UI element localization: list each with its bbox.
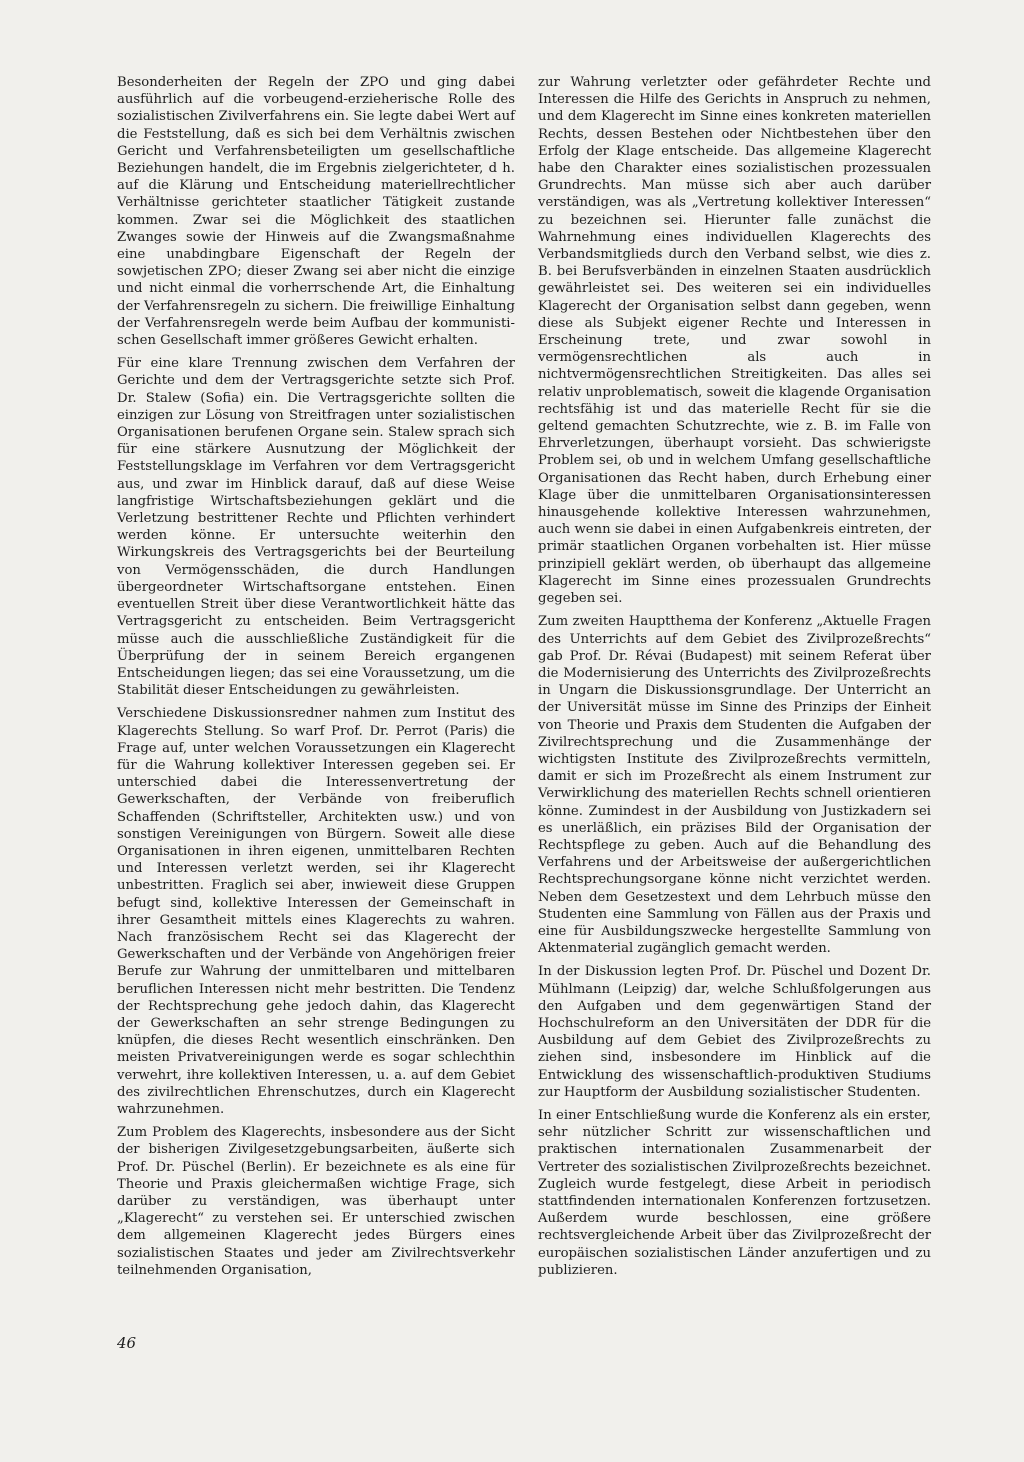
paragraph: Zum zweiten Hauptthema der Konferenz „Aktuelle Fragen des Unterrichts auf dem Gebiet des Zivilprozeßrechts“ gab Prof. Dr. Révai (Budapest) mit seinem Referat über die Modernisierung des Unterrichts des Zivilprozeßrechts in Ungarn die Diskussionsgrundlage. Der Unterricht an der Universität müsse im Sinne des Prinzips der Einheit von Theorie und Praxis dem Studenten die Aufgaben der Zivilrechtsprechung und die Zusammenhänge der wichtigsten Institute des Zivilprozeßrechts vermitteln, damit er sich im Prozeßrecht als einem Instrument zur Verwirklichung des materiellen Rechts schnell orientieren könne. Zumindest in der Ausbildung von Justizkadern sei es unerläßlich, ein präzises Bild der Organisation der Rechtspflege zu geben. Auch auf die Behandlung des Verfahrens und der Arbeitsweise der außergerichtlichen Rechtsprechungsorgane könne nicht verzichtet werden. Neben dem Gesetzestext und dem Lehrbuch müsse den Studenten eine Sammlung von Fällen aus der Praxis und eine für Ausbildungszwecke hergestellte Sammlung von Aktenmaterial zugänglich gemacht werden. (538, 614, 931, 957)
paragraph: Zum Problem des Klagerechts, insbesondere aus der Sicht der bisherigen Zivilgesetzgebungsarbeiten, äußerte sich Prof. Dr. Püschel (Berlin). Er bezeichnete es als eine für Theorie und Praxis gleichermaßen wichtige Frage, sich darüber zu verständigen, was überhaupt unter „Klagerecht“ zu verstehen sei. Er unterschied zwischen dem allgemeinen Klagerecht jedes Bürgers eines sozialistischen Staates und jeder am Zivilrechtsverkehr teilnehmenden Organisation, (117, 1125, 515, 1278)
page-number: 46 (117, 1334, 137, 1352)
paragraph: In einer Entschließung wurde die Konferenz als ein erster, sehr nützlicher Schritt zur wissenschaftlichen und praktischen internationalen Zusammenarbeit der Vertreter des sozialistischen Zivilprozeßrechts bezeichnet. Zugleich wurde festgelegt, diese Arbeit in periodisch stattfindenden internationalen Konferenzen fortzusetzen. Außerdem wurde beschlossen, eine größere rechtsvergleichende Arbeit über das Zivilprozeßrecht der europäischen sozialistischen Länder anzufertigen und zu publizieren. (538, 1107, 931, 1278)
right-column (538, 74, 931, 1285)
paragraph: zur Wahrung verletzter oder gefährdeter Rechte und Interessen die Hilfe des Gerichts in Anspruch zu nehmen, und dem Klagerecht im Sinne eines konkreten materiellen Rechts, dessen Bestehen oder Nichtbestehen über den Erfolg der Klage entscheide. Das allgemeine Klagerecht habe den Charakter eines sozialistischen prozessualen Grundrechts. Man müsse sich aber auch darüber verständigen, was als „Vertretung kollektiver Interessen“ zu bezeichnen sei. Hierunter falle zunächst die Wahrnehmung eines individuellen Klagerechts des Verbandsmitglieds durch den Verband selbst, wie dies z. B. bei Berufsverbänden in einzelnen Staaten ausdrücklich gewährleistet sei. Des weiteren sei ein individuelles Klagerecht der Organisation selbst dann gegeben, wenn diese als Subjekt eigener Rechte und Interessen in Erscheinung trete, und zwar sowohl in vermögensrechtlichen als auch in nichtvermögensrechtlichen Streitigkeiten. Das alles sei relativ unproblematisch, soweit die klagende Organisation rechtsfähig ist und das materielle Recht für sie die geltend gemachten Schutzrechte, wie z. B. im Falle von Ehrverletzungen, überhaupt vorsieht. Das schwierigste Problem sei, ob und in welchem Umfang gesellschaftliche Organisationen das Recht haben, durch Erhebung einer Klage über die unmittelbaren Organisationsinteressen hinausgehende kollektive Interessen wahrzunehmen, auch wenn sie dabei in einen Aufgabenkreis eintreten, der primär staatlichen Organen vorbehalten ist. Hier müsse prinzipiell geklärt werden, ob überhaupt das allgemeine Klagerecht im Sinne eines prozessualen Grundrechts gegeben sei. (538, 75, 931, 607)
paragraph: In der Diskussion legten Prof. Dr. Püschel und Dozent Dr. Mühlmann (Leipzig) dar, welche Schlußfolgerungen aus den Aufgaben und dem gegenwärtigen Stand der Hochschulreform an den Universitäten der DDR für die Ausbildung auf dem Gebiet des Zivilprozeßrechts zu ziehen sind, insbesondere im Hinblick auf die Entwicklung des wissenschaftlich-produktiven Studiums zur Hauptform der Ausbildung sozialistischer Studenten. (538, 964, 931, 1100)
paragraph: Verschiedene Diskussionsredner nahmen zum Institut des Klagerechts Stellung. So warf Prof. Dr. Perrot (Paris) die Frage auf, unter welchen Voraussetzungen ein Klagerecht für die Wahrung kollektiver Interessen gegeben sei. Er unterschied dabei die Interessenvertretung der Gewerkschaften, der Verbände von freiberuflich Schaffenden (Schriftsteller, Architekten usw.) und von sonstigen Vereinigungen von Bürgern. Soweit alle diese Organisationen in ihren eigenen, unmittelbaren Rechten und Interessen verletzt werden, sei ihr Klagerecht unbestritten. Fraglich sei aber, inwieweit diese Gruppen befugt sind, kollektive Interessen der Gemeinschaft in ihrer Gesamtheit mittels eines Klagerechts zu wahren. Nach französischem Recht sei das Klagerecht der Gewerkschaften und der Verbände von Angehörigen freier Berufe zur Wahrung der unmittelbaren und mittelbaren beruflichen Interessen nicht mehr bestritten. Die Tendenz der Rechtsprechung gehe jedoch dahin, das Klagerecht der Gewerkschaften an sehr strenge Bedingungen zu knüpfen, die dieses Recht wesentlich einschränken. Den meisten Privatvereinigungen werde es sogar schlechthin verwehrt, ihre kollektiven Interessen, u. a. auf dem Gebiet des zivilrechtlichen Ehrenschutzes, durch ein Klagerecht wahrzunehmen. (117, 706, 515, 1117)
left-column (117, 74, 515, 1285)
paragraph: Für eine klare Trennung zwischen dem Verfahren der Gerichte und dem der Vertragsgerichte setzte sich Prof. Dr. Stalew (Sofia) ein. Die Vertragsgerichte sollten die einzigen zur Lösung von Streitfragen unter sozialistischen Organisationen berufenen Organe sein. Stalew sprach sich für eine stärkere Ausnutzung der Möglichkeit der Feststellungsklage im Verfahren vor dem Vertragsgericht aus, und zwar im Hinblick darauf, daß auf diese Weise langfristige Wirtschaftsbeziehungen geklärt und die Verletzung bestrittener Rechte und Pflichten verhindert werden könne. Er untersuchte weiterhin den Wirkungskreis des Vertragsgerichts bei der Beurteilung von Vermögensschäden, die durch Handlungen übergeordneter Wirtschaftsorgane entstehen. Einen eventuellen Streit über diese Verantwortlichkeit hätte das Vertragsgericht zu entscheiden. Beim Vertragsgericht müsse auch die ausschließliche Zuständigkeit für die Überprüfung der in seinem Bereich ergangenen Entscheidungen liegen; das sei eine Voraussetzung, um die Stabilität dieser Entscheidungen zu gewährleisten. (117, 356, 515, 699)
paragraph: Besonderheiten der Regeln der ZPO und ging dabei ausführlich auf die vorbeugend-erzieherische Rolle des sozialistischen Zivilverfahrens ein. Sie legte dabei Wert auf die Feststellung, daß es sich bei dem Verhältnis zwischen Gericht und Verfahrensbeteiligten um gesellschaftliche Beziehungen handelt, die im Ergebnis zielgerichteter, d h. auf die Klärung und Entscheidung materiellrechtlicher Verhältnisse gerichteter staatlicher Tätigkeit zustande kommen. Zwar sei die Möglichkeit des staatlichen Zwanges sowie der Hinweis auf die Zwangsmaßnahme eine unabdingbare Eigenschaft der Regeln der sowjetischen ZPO; dieser Zwang sei aber nicht die einzige und nicht einmal die vorherrschende Art, die Einhaltung der Verfahrensregeln zu sichern. Die freiwillige Einhaltung der Verfahrensregeln werde beim Aufbau der kommunistischen Gesellschaft immer größeres Gewicht erhalten. (117, 75, 515, 349)
